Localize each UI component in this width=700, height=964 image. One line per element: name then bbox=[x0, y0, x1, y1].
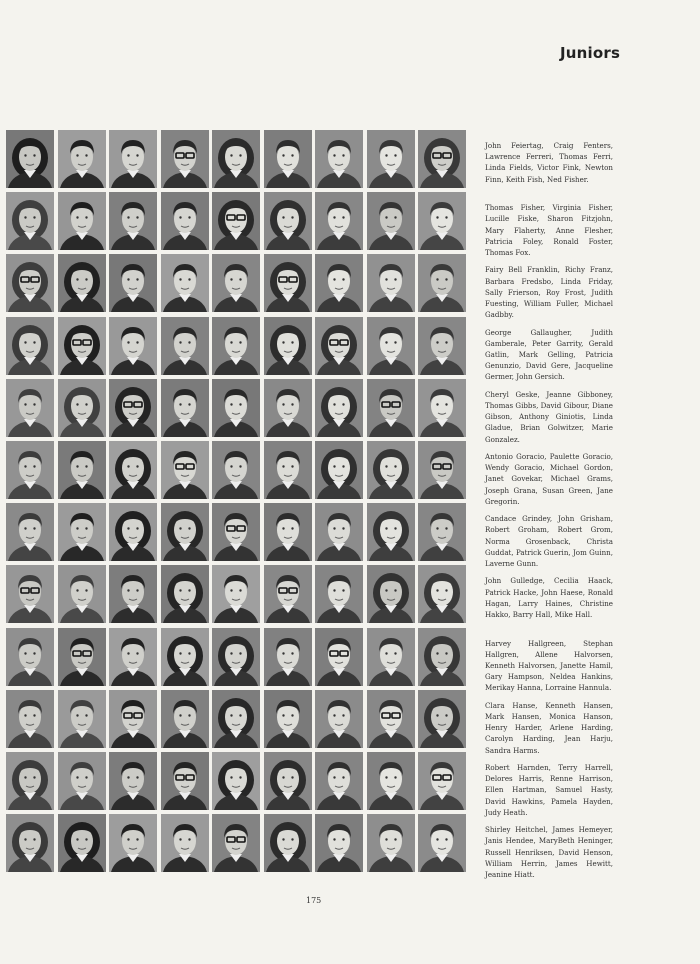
student-portrait bbox=[58, 628, 106, 686]
student-portrait bbox=[367, 503, 415, 561]
student-portrait bbox=[6, 379, 54, 437]
caption-names: Candace Grindey, John Grisham, Robert Groham, Robert Grom, Norma Grosenback, Christa Guddat, Patrick Guerin, Jom Guinn, Laverne Gunn. bbox=[485, 514, 613, 568]
student-portrait bbox=[264, 814, 312, 872]
caption-names: Clara Hanse, Kenneth Hansen, Mark Hansen, Monica Hanson, Henry Harder, Arlene Harding, Carolyn Harding, Jean Harju, Sandra Harms. bbox=[485, 700, 613, 755]
student-portrait bbox=[367, 814, 415, 872]
student-portrait bbox=[6, 130, 54, 188]
student-portrait bbox=[315, 317, 363, 375]
student-portrait bbox=[109, 254, 157, 312]
student-portrait bbox=[58, 503, 106, 561]
student-portrait bbox=[418, 441, 466, 499]
portrait-row bbox=[6, 690, 466, 750]
student-portrait bbox=[6, 690, 54, 748]
caption-names: John Feiertag, Craig Fenters, Lawrence Ferreri, Thomas Ferri, Linda Fields, Victor Fink, Newton Finn, Keith Fish, Ned Fisher. bbox=[485, 141, 613, 184]
student-portrait bbox=[212, 254, 260, 312]
student-portrait bbox=[161, 628, 209, 686]
student-portrait bbox=[418, 130, 466, 188]
caption-names: George Gallaugher, Judith Gamberale, Peter Garrity, Gerald Gatlin, Mark Gelling, Patricia Genunzio, David Gere, Jacqueline Germer, John Gersich. bbox=[485, 327, 613, 382]
student-portrait bbox=[418, 503, 466, 561]
student-portrait bbox=[6, 317, 54, 375]
student-portrait bbox=[161, 565, 209, 623]
portrait-row bbox=[6, 192, 466, 252]
student-portrait bbox=[367, 379, 415, 437]
student-portrait bbox=[264, 690, 312, 748]
student-portrait bbox=[418, 752, 466, 810]
student-portrait bbox=[161, 130, 209, 188]
portrait-row bbox=[6, 628, 466, 688]
student-portrait bbox=[161, 254, 209, 312]
student-portrait bbox=[418, 690, 466, 748]
portrait-row bbox=[6, 503, 466, 563]
student-portrait bbox=[109, 192, 157, 250]
student-portrait bbox=[6, 254, 54, 312]
student-portrait bbox=[58, 814, 106, 872]
student-portrait bbox=[109, 441, 157, 499]
student-portrait bbox=[109, 503, 157, 561]
student-portrait bbox=[418, 565, 466, 623]
caption-names: Robert Harnden, Terry Harrell, Delores Harris, Renne Harrison, Ellen Hartman, Samuel Hasty, David Hawkins, Pamela Hayden, Judy Heath. bbox=[485, 763, 613, 817]
portrait-grid bbox=[6, 130, 466, 870]
student-portrait bbox=[6, 565, 54, 623]
page-number: 175 bbox=[306, 896, 322, 905]
student-portrait bbox=[58, 752, 106, 810]
student-portrait bbox=[6, 441, 54, 499]
student-portrait bbox=[264, 503, 312, 561]
student-portrait bbox=[58, 317, 106, 375]
caption-names: Fairy Bell Franklin, Richy Franz, Barbara Fredsbo, Linda Friday, Sally Frierson, Roy Frost, Judith Fuesting, William Fuller, Michael Gadbby. bbox=[485, 265, 613, 320]
student-portrait bbox=[109, 690, 157, 748]
student-portrait bbox=[367, 192, 415, 250]
student-portrait bbox=[58, 690, 106, 748]
student-portrait bbox=[58, 192, 106, 250]
student-portrait bbox=[367, 317, 415, 375]
student-portrait bbox=[315, 441, 363, 499]
student-portrait bbox=[58, 130, 106, 188]
student-portrait bbox=[418, 628, 466, 686]
student-portrait bbox=[6, 628, 54, 686]
student-portrait bbox=[315, 628, 363, 686]
student-portrait bbox=[161, 752, 209, 810]
student-portrait bbox=[212, 690, 260, 748]
portrait-row bbox=[6, 814, 466, 874]
student-portrait bbox=[315, 379, 363, 437]
student-portrait bbox=[315, 130, 363, 188]
student-portrait bbox=[109, 565, 157, 623]
student-portrait bbox=[264, 565, 312, 623]
caption-names: Harvey Hallgreen, Stephan Hallgren, Allene Halvorsen, Kenneth Halvorsen, Janette Hamil, Gary Hampson, Neldea Hankins, Merikay Hanna, Lorraine Hannula. bbox=[485, 638, 613, 693]
student-portrait bbox=[212, 379, 260, 437]
student-portrait bbox=[315, 192, 363, 250]
student-portrait bbox=[109, 628, 157, 686]
student-portrait bbox=[367, 565, 415, 623]
student-portrait bbox=[58, 441, 106, 499]
student-portrait bbox=[161, 690, 209, 748]
portrait-row bbox=[6, 441, 466, 501]
student-portrait bbox=[6, 192, 54, 250]
student-portrait bbox=[315, 752, 363, 810]
student-portrait bbox=[58, 565, 106, 623]
student-portrait bbox=[161, 503, 209, 561]
caption-names: Thomas Fisher, Virginia Fisher, Lucille Fiske, Sharon Fitzjohn, Mary Flaherty, Anne Flesher, Patricia Foley, Ronald Foster, Thomas Fox. bbox=[485, 203, 613, 257]
portrait-row bbox=[6, 752, 466, 812]
portrait-row bbox=[6, 379, 466, 439]
caption-names: Shirley Heitchel, James Hemeyer, Janis Hendee, MaryBeth Heninger, Russell Henriksen, David Henson, William Herrin, James Hewitt, Jeanine Hiatt. bbox=[485, 825, 613, 879]
student-portrait bbox=[264, 752, 312, 810]
student-portrait bbox=[6, 752, 54, 810]
student-portrait bbox=[109, 379, 157, 437]
student-portrait bbox=[6, 814, 54, 872]
student-portrait bbox=[109, 752, 157, 810]
student-portrait bbox=[367, 130, 415, 188]
student-portrait bbox=[367, 628, 415, 686]
student-portrait bbox=[212, 192, 260, 250]
caption-names: Antonio Goracio, Paulette Goracio, Wendy Goracio, Michael Gordon, Janet Govekar, Michael Grams, Joseph Grana, Susan Green, Jane Gregorin. bbox=[485, 452, 613, 506]
student-portrait bbox=[264, 379, 312, 437]
student-portrait bbox=[161, 192, 209, 250]
student-portrait bbox=[315, 503, 363, 561]
student-portrait bbox=[264, 317, 312, 375]
student-portrait bbox=[418, 254, 466, 312]
student-portrait bbox=[161, 814, 209, 872]
student-portrait bbox=[418, 379, 466, 437]
student-portrait bbox=[264, 192, 312, 250]
caption-names: John Gulledge, Cecilia Haack, Patrick Hacke, John Haese, Ronald Hagan, Larry Haines, Christine Hakko, Barry Hall, Mike Hall. bbox=[485, 576, 613, 619]
student-portrait bbox=[367, 441, 415, 499]
student-portrait bbox=[367, 254, 415, 312]
student-portrait bbox=[212, 317, 260, 375]
student-portrait bbox=[212, 130, 260, 188]
student-portrait bbox=[161, 317, 209, 375]
student-portrait bbox=[264, 628, 312, 686]
student-portrait bbox=[212, 565, 260, 623]
student-portrait bbox=[58, 254, 106, 312]
student-portrait bbox=[264, 254, 312, 312]
student-portrait bbox=[212, 752, 260, 810]
student-portrait bbox=[264, 130, 312, 188]
student-portrait bbox=[6, 503, 54, 561]
student-portrait bbox=[315, 814, 363, 872]
student-portrait bbox=[109, 317, 157, 375]
student-portrait bbox=[58, 379, 106, 437]
student-portrait bbox=[418, 317, 466, 375]
student-portrait bbox=[161, 379, 209, 437]
student-portrait bbox=[418, 192, 466, 250]
student-portrait bbox=[367, 752, 415, 810]
student-portrait bbox=[109, 814, 157, 872]
student-portrait bbox=[212, 503, 260, 561]
student-portrait bbox=[367, 690, 415, 748]
portrait-row bbox=[6, 317, 466, 377]
student-portrait bbox=[109, 130, 157, 188]
portrait-row bbox=[6, 254, 466, 314]
portrait-row bbox=[6, 565, 466, 625]
student-portrait bbox=[212, 628, 260, 686]
student-portrait bbox=[315, 690, 363, 748]
student-portrait bbox=[315, 254, 363, 312]
student-portrait bbox=[212, 441, 260, 499]
caption-names: Cheryl Geske, Jeanne Gibboney, Thomas Gibbs, David Gibour, Diane Gibson, Anthony Giniotis, Linda Gladue, Brian Golwitzer, Marie Gonzalez. bbox=[485, 389, 613, 444]
student-portrait bbox=[212, 814, 260, 872]
student-portrait bbox=[315, 565, 363, 623]
student-portrait bbox=[161, 441, 209, 499]
page-title: Juniors bbox=[560, 44, 621, 62]
portrait-row bbox=[6, 130, 466, 190]
student-portrait bbox=[418, 814, 466, 872]
student-portrait bbox=[264, 441, 312, 499]
